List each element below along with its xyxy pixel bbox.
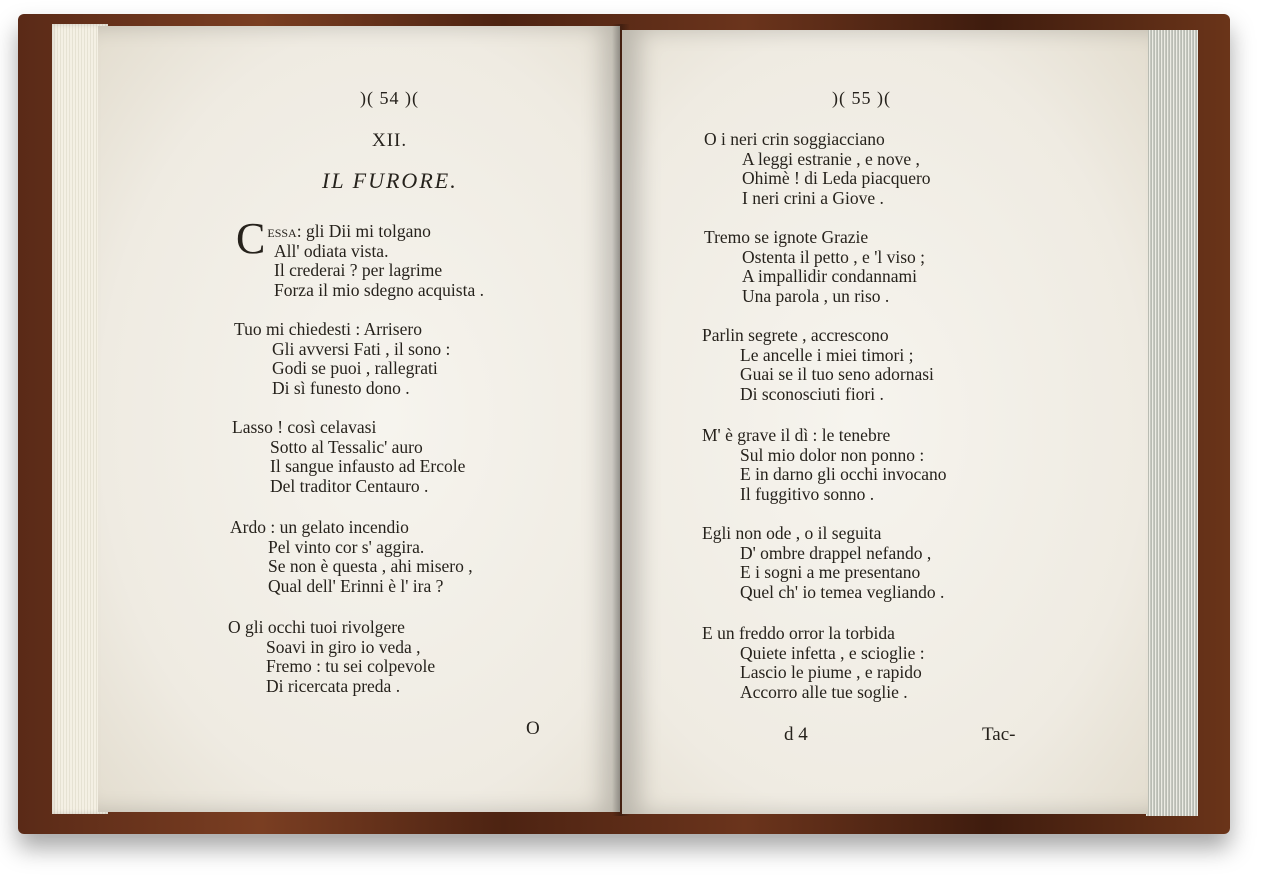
- verse-line: All' odiata vista.: [274, 240, 389, 261]
- stanza: [702, 624, 925, 702]
- verse-line: Gli avversi Fati , il sono :: [272, 338, 451, 359]
- verse-line: Ohimè ! di Leda piacquero: [742, 168, 931, 189]
- verse-line: M' è grave il dì : le tenebre: [702, 425, 891, 445]
- right-page: [622, 30, 1148, 814]
- verse-line: Se non è questa , ahi misero ,: [268, 556, 473, 577]
- stanza: [704, 228, 925, 306]
- verse-line: O i neri crin soggiacciano: [704, 129, 885, 149]
- ornament-icon: )(: [360, 88, 374, 108]
- verse-line: Il crederai ? per lagrime: [274, 260, 443, 281]
- verse-line: Parlin segrete , accrescono: [702, 325, 889, 345]
- drop-cap: C: [236, 214, 266, 263]
- verse-line: Lasso ! così celavasi: [232, 417, 377, 437]
- stanza: [236, 214, 484, 300]
- verse-line: Guai se il tuo seno adornasi: [740, 364, 934, 385]
- verse-line: Tuo mi chiedesti : Arrisero: [234, 319, 422, 339]
- verse-line: Sotto al Tessalic' auro: [270, 436, 423, 457]
- verse-line: Il fuggitivo sonno .: [740, 483, 875, 504]
- stanza: [702, 326, 934, 404]
- verse-line: Cessa: gli Dii mi tolgano: [236, 214, 431, 263]
- verse-line: Quel ch' io temea vegliando .: [740, 581, 945, 602]
- verse-line: Di sì funesto dono .: [272, 377, 410, 398]
- verse-line: E un freddo orror la torbida: [702, 623, 895, 643]
- stanza: [232, 418, 465, 496]
- verse-line: Lascio le piume , e rapido: [740, 662, 922, 683]
- verse-line: Di ricercata preda .: [266, 675, 401, 696]
- verse-line: O gli occhi tuoi rivolgere: [228, 617, 405, 637]
- left-page: [98, 26, 620, 812]
- verse-line: Egli non ode , o il seguita: [702, 523, 882, 543]
- stanza: [704, 130, 931, 208]
- verse-line: Una parola , un riso .: [742, 285, 890, 306]
- right-page-edges: [1146, 30, 1198, 816]
- verse-line: Sul mio dolor non ponno :: [740, 444, 925, 465]
- verse-line: Il sangue infausto ad Ercole: [270, 456, 466, 477]
- ornament-icon: )(: [405, 88, 419, 108]
- stanza: [702, 426, 947, 504]
- chapter-number: XII.: [372, 130, 408, 151]
- catchword: O: [526, 718, 540, 739]
- verse-line: A leggi estranie , e nove ,: [742, 148, 920, 169]
- verse-line: Qual dell' Erinni è l' ira ?: [268, 575, 444, 596]
- verse-line: Del traditor Centauro .: [270, 475, 429, 496]
- verse-line: Tremo se ignote Grazie: [704, 227, 869, 247]
- verse-line: Fremo : tu sei colpevole: [266, 656, 436, 677]
- verse-line: Accorro alle tue soglie .: [740, 681, 908, 702]
- verse-line: Forza il mio sdegno acquista .: [274, 279, 484, 300]
- stanza: [230, 518, 473, 596]
- ornament-icon: )(: [877, 88, 891, 108]
- verse-line: Soavi in giro io veda ,: [266, 636, 421, 657]
- verse-line: Le ancelle i miei timori ;: [740, 344, 914, 365]
- page-number-right: )( 55 )(: [832, 88, 891, 108]
- page-number-left: )( 54 )(: [360, 88, 419, 108]
- verse-line: E i sogni a me presentano: [740, 562, 921, 583]
- stanza: [702, 524, 944, 602]
- poem-title: IL FURORE.: [322, 168, 458, 193]
- verse-line: Quiete infetta , e scioglie :: [740, 642, 925, 663]
- verse-line: D' ombre drappel nefando ,: [740, 542, 932, 563]
- verse-line: A impallidir condannami: [742, 266, 917, 287]
- verse-line: I neri crini a Giove .: [742, 187, 884, 208]
- catchword: Tac-: [982, 724, 1016, 745]
- verse-line: Pel vinto cor s' aggira.: [268, 536, 425, 557]
- verse-line: Ostenta il petto , e 'l viso ;: [742, 246, 925, 267]
- verse-line: Godi se puoi , rallegrati: [272, 358, 438, 379]
- stanza: [234, 320, 450, 398]
- verse-line: Di sconosciuti fiori .: [740, 383, 884, 404]
- verse-line: Ardo : un gelato incendio: [230, 517, 409, 537]
- ornament-icon: )(: [832, 88, 846, 108]
- verse-line: E in darno gli occhi invocano: [740, 464, 947, 485]
- stanza: [228, 618, 435, 696]
- signature-mark: d 4: [784, 724, 808, 745]
